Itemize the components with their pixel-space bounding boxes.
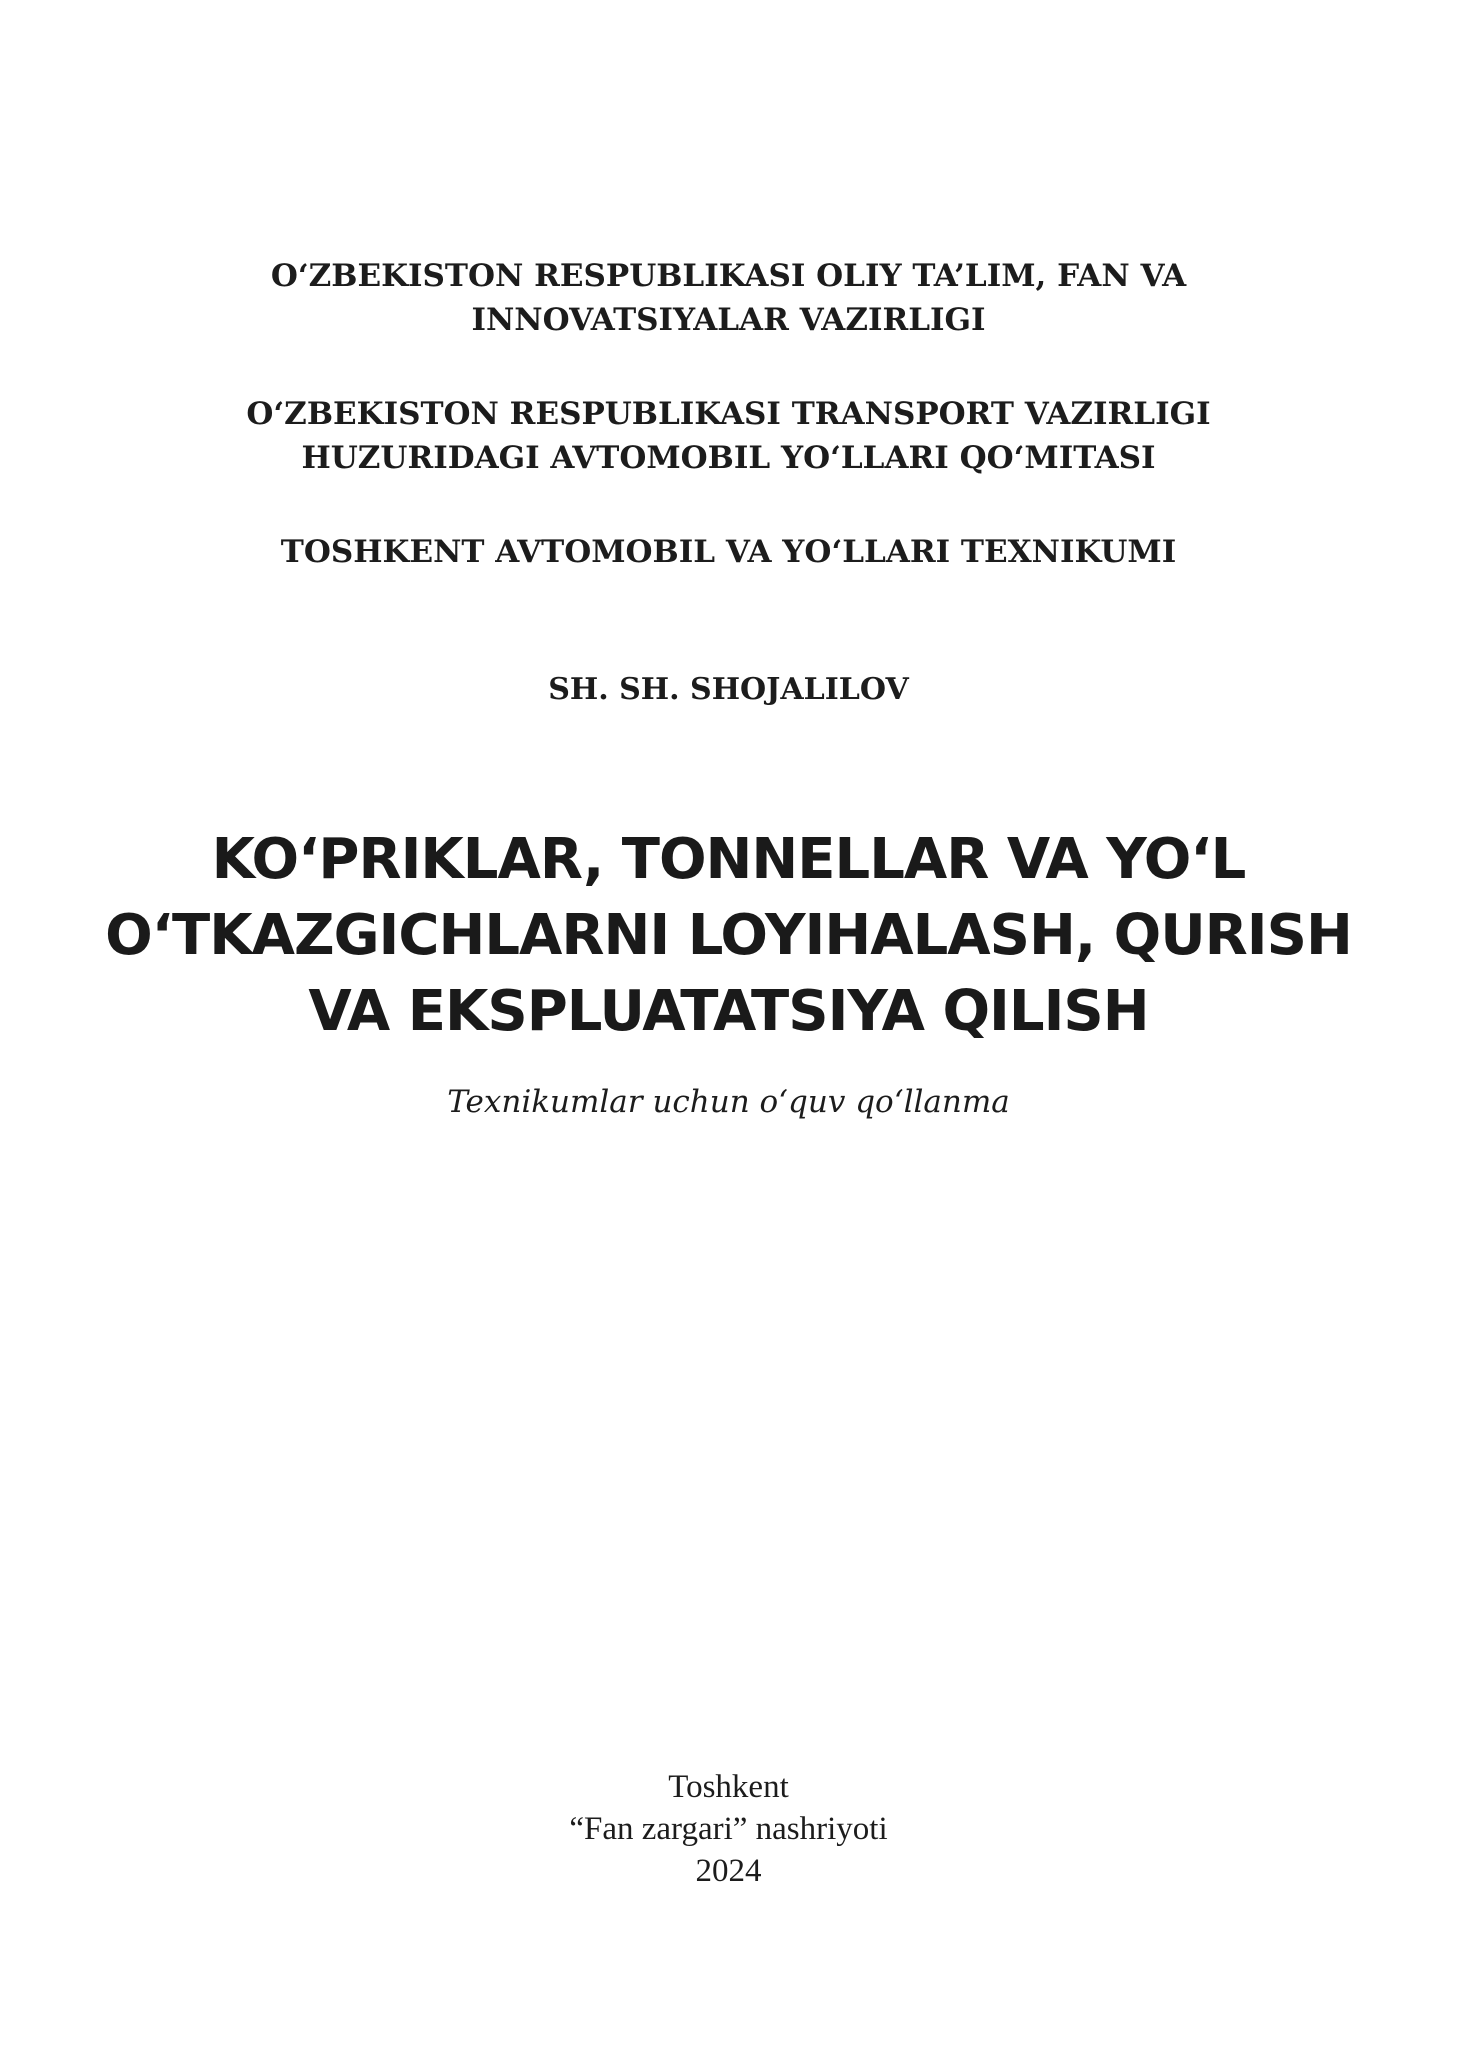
author-name: SH. SH. SHOJALILOV xyxy=(548,672,909,707)
imprint-city: Toshkent xyxy=(668,1769,789,1805)
book-title-line: O‘TKAZGICHLARNI LOYIHALASH, QURISH xyxy=(105,903,1352,968)
organization-line: O‘ZBEKISTON RESPUBLIKASI OLIY TA’LIM, FAN VA xyxy=(270,258,1187,294)
organization-ministry-transport xyxy=(0,392,1457,480)
book-title xyxy=(0,822,1457,1050)
organization-ministry-higher-education xyxy=(0,254,1457,342)
imprint-publisher: “Fan zargari” nashriyoti xyxy=(569,1811,888,1847)
book-subtitle: Texnikumlar uchun o‘quv qo‘llanma xyxy=(447,1084,1010,1120)
imprint-year: 2024 xyxy=(695,1853,762,1889)
organization-line: TOSHKENT AVTOMOBIL VA YO‘LLARI TEXNIKUMI xyxy=(280,534,1177,570)
organization-line: O‘ZBEKISTON RESPUBLIKASI TRANSPORT VAZIRLIGI xyxy=(246,396,1211,432)
book-title-line: KO‘PRIKLAR, TONNELLAR VA YO‘L xyxy=(211,827,1246,892)
organization-technical-college xyxy=(0,530,1457,574)
organization-line: HUZURIDAGI AVTOMOBIL YO‘LLARI QO‘MITASI xyxy=(301,440,1156,476)
organization-line: INNOVATSIYALAR VAZIRLIGI xyxy=(471,302,986,338)
book-title-line: VA EKSPLUATATSIYA QILISH xyxy=(308,979,1149,1044)
imprint xyxy=(0,1766,1457,1892)
